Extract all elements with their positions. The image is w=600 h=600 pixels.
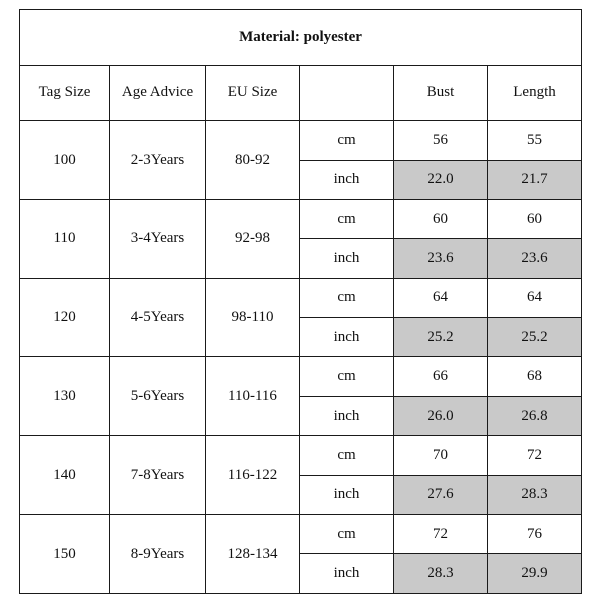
unit-inch-cell: inch (300, 475, 394, 514)
table-row (20, 278, 582, 317)
length-cm-cell: 60 (488, 199, 582, 238)
tag-size-cell: 110 (20, 199, 110, 278)
length-cm-cell: 64 (488, 278, 582, 317)
tag-size-cell: 120 (20, 278, 110, 357)
unit-cm-cell: cm (300, 357, 394, 396)
unit-cm-cell: cm (300, 278, 394, 317)
header-row (20, 65, 582, 121)
header-eu-size: EU Size (206, 65, 300, 121)
header-bust: Bust (394, 65, 488, 121)
age-advice-cell: 3-4Years (110, 199, 206, 278)
tag-size-cell: 140 (20, 436, 110, 515)
unit-cm-cell: cm (300, 121, 394, 160)
eu-size-cell: 116-122 (206, 436, 300, 515)
bust-cm-cell: 64 (394, 278, 488, 317)
length-cm-cell: 72 (488, 436, 582, 475)
header-length: Length (488, 65, 582, 121)
table-row (20, 357, 582, 396)
unit-cm-cell: cm (300, 515, 394, 554)
length-cm-cell: 76 (488, 515, 582, 554)
bust-cm-cell: 56 (394, 121, 488, 160)
age-advice-cell: 2-3Years (110, 121, 206, 200)
bust-cm-cell: 60 (394, 199, 488, 238)
length-cm-cell: 68 (488, 357, 582, 396)
unit-inch-cell: inch (300, 160, 394, 199)
tag-size-cell: 150 (20, 515, 110, 594)
title-row (20, 10, 582, 66)
length-inch-cell: 23.6 (488, 239, 582, 278)
size-table (19, 9, 582, 594)
table-row (20, 436, 582, 475)
eu-size-cell: 92-98 (206, 199, 300, 278)
age-advice-cell: 5-6Years (110, 357, 206, 436)
bust-inch-cell: 26.0 (394, 396, 488, 435)
length-cm-cell: 55 (488, 121, 582, 160)
tag-size-cell: 130 (20, 357, 110, 436)
bust-inch-cell: 22.0 (394, 160, 488, 199)
unit-inch-cell: inch (300, 318, 394, 357)
bust-cm-cell: 66 (394, 357, 488, 396)
unit-cm-cell: cm (300, 436, 394, 475)
bust-cm-cell: 70 (394, 436, 488, 475)
eu-size-cell: 110-116 (206, 357, 300, 436)
table-row (20, 121, 582, 160)
size-chart (19, 9, 581, 594)
age-advice-cell: 8-9Years (110, 515, 206, 594)
bust-inch-cell: 27.6 (394, 475, 488, 514)
tag-size-cell: 100 (20, 121, 110, 200)
eu-size-cell: 80-92 (206, 121, 300, 200)
bust-inch-cell: 25.2 (394, 318, 488, 357)
length-inch-cell: 28.3 (488, 475, 582, 514)
header-tag-size: Tag Size (20, 65, 110, 121)
eu-size-cell: 128-134 (206, 515, 300, 594)
header-age-advice: Age Advice (110, 65, 206, 121)
unit-inch-cell: inch (300, 396, 394, 435)
unit-cm-cell: cm (300, 199, 394, 238)
length-inch-cell: 25.2 (488, 318, 582, 357)
table-title: Material: polyester (20, 10, 582, 66)
eu-size-cell: 98-110 (206, 278, 300, 357)
length-inch-cell: 26.8 (488, 396, 582, 435)
length-inch-cell: 29.9 (488, 554, 582, 594)
unit-inch-cell: inch (300, 554, 394, 594)
table-row (20, 199, 582, 238)
bust-cm-cell: 72 (394, 515, 488, 554)
age-advice-cell: 7-8Years (110, 436, 206, 515)
bust-inch-cell: 28.3 (394, 554, 488, 594)
length-inch-cell: 21.7 (488, 160, 582, 199)
unit-inch-cell: inch (300, 239, 394, 278)
bust-inch-cell: 23.6 (394, 239, 488, 278)
header-unit (300, 65, 394, 121)
table-row (20, 515, 582, 554)
age-advice-cell: 4-5Years (110, 278, 206, 357)
